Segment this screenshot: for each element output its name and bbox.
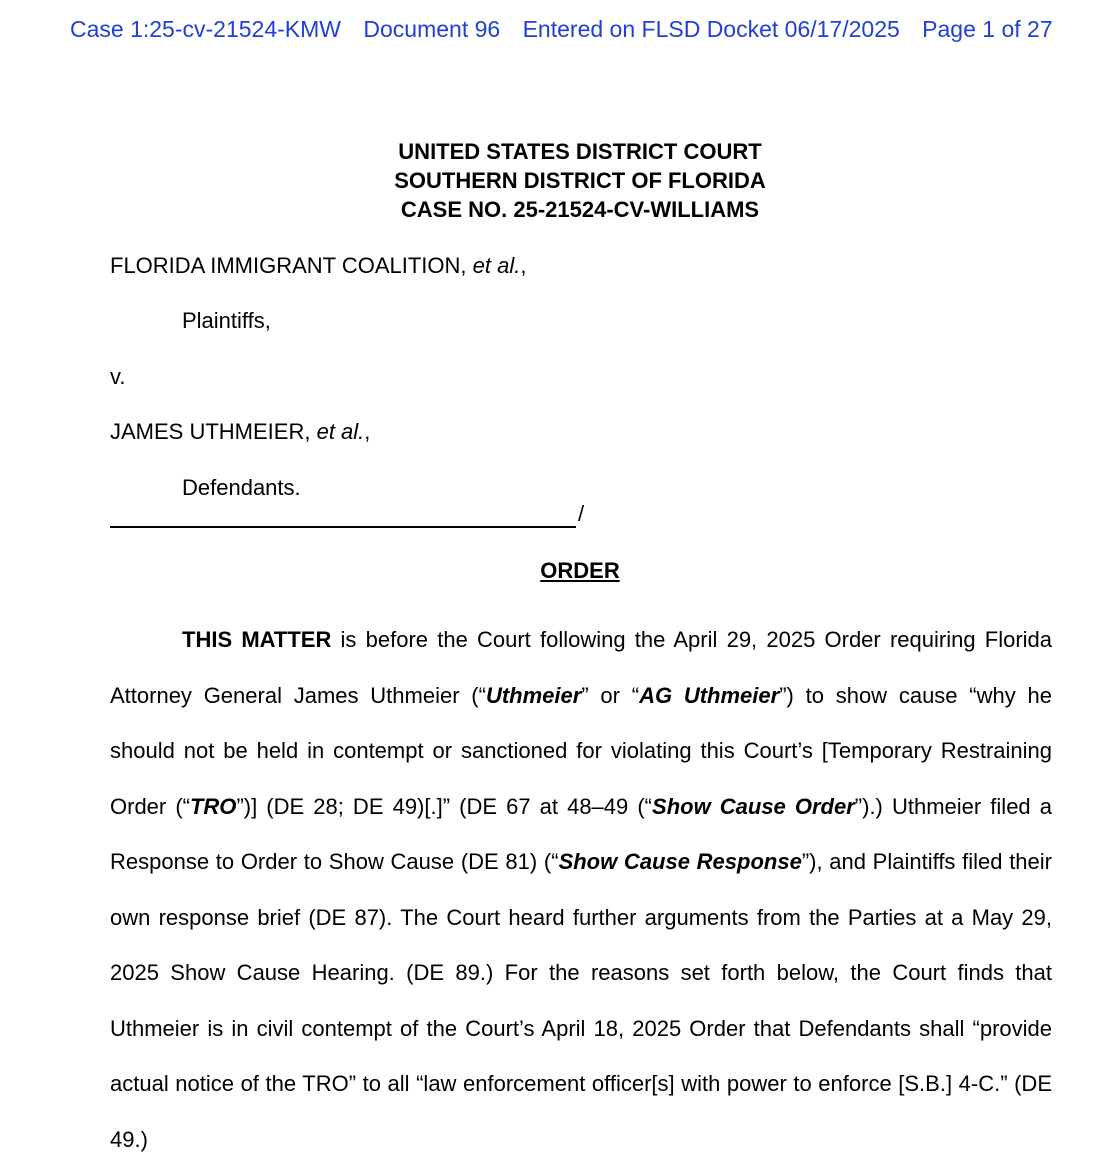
- defined-term: Show Cause Order: [652, 793, 855, 819]
- plaintiff-name: [110, 251, 526, 281]
- defendant-name: [110, 417, 370, 447]
- district-name: SOUTHERN DISTRICT OF FLORIDA: [394, 168, 766, 193]
- docket-document-number: Document 96: [363, 16, 501, 42]
- caption-slash: /: [578, 501, 585, 526]
- plaintiff-comma: ,: [520, 253, 527, 278]
- docket-entry-date: Entered on FLSD Docket 06/17/2025: [522, 16, 900, 42]
- defined-term: Show Cause Response: [558, 849, 802, 874]
- plaintiff-role: Plaintiffs,: [182, 308, 271, 333]
- defendant-role: Defendants.: [182, 475, 301, 500]
- order-title: ORDER: [540, 558, 620, 583]
- docket-page-number: Page 1 of 27: [922, 16, 1053, 42]
- order-text-segment: ” or “: [581, 682, 640, 708]
- lead-phrase: THIS MATTER: [182, 627, 332, 652]
- defendant-comma: ,: [364, 419, 371, 444]
- order-text-segment: ”) to show cause “why he should not be held in contempt or sanctioned for violating this Court’s [Temporary Restraining Order (“: [110, 682, 1052, 819]
- plaintiff-et-al: et al.: [472, 253, 521, 278]
- defined-term: Uthmeier: [485, 682, 582, 708]
- order-body-paragraph: [110, 612, 1052, 1167]
- court-name: UNITED STATES DISTRICT COURT: [398, 139, 762, 164]
- defined-term: TRO: [189, 793, 237, 819]
- docket-case-number: Case 1:25-cv-21524-KMW: [70, 16, 341, 42]
- order-text-segment: ”).) Uthmeier filed a Response to Order to Show Cause (DE 81) (“: [110, 793, 1052, 874]
- order-text-segment: is before the Court following the April 29, 2025 Order requiring Florida Attorney General James Uthmeier (“: [110, 627, 1053, 708]
- versus: v.: [110, 364, 126, 389]
- plaintiff-name-text: FLORIDA IMMIGRANT COALITION,: [110, 253, 473, 278]
- order-text-segment: ”)] (DE 28; DE 49)[.]” (DE 67 at 48–49 (“: [236, 793, 653, 819]
- defendant-et-al: et al.: [316, 419, 365, 444]
- docket-header: [70, 14, 1092, 44]
- defined-term: AG Uthmeier: [639, 682, 780, 708]
- court-caption: [0, 137, 1106, 224]
- caption-divider-line: [110, 510, 576, 528]
- case-number: CASE NO. 25-21524-CV-WILLIAMS: [400, 197, 760, 222]
- defendant-name-text: JAMES UTHMEIER,: [110, 419, 317, 444]
- order-text-segment: ”), and Plaintiffs filed their own response brief (DE 87). The Court heard further arguments from the Parties at a May 29, 2025 Show Cause Hearing. (DE 89.) For the reasons set forth below, the Court finds that Uthmeier is in civil contempt of the Court’s April 18, 2025 Order that Defendants shall “provide actual notice of the TRO” to all “law enforcement officer[s] with power to enforce [S.B.] 4-C.” (DE 49.): [110, 849, 1052, 1152]
